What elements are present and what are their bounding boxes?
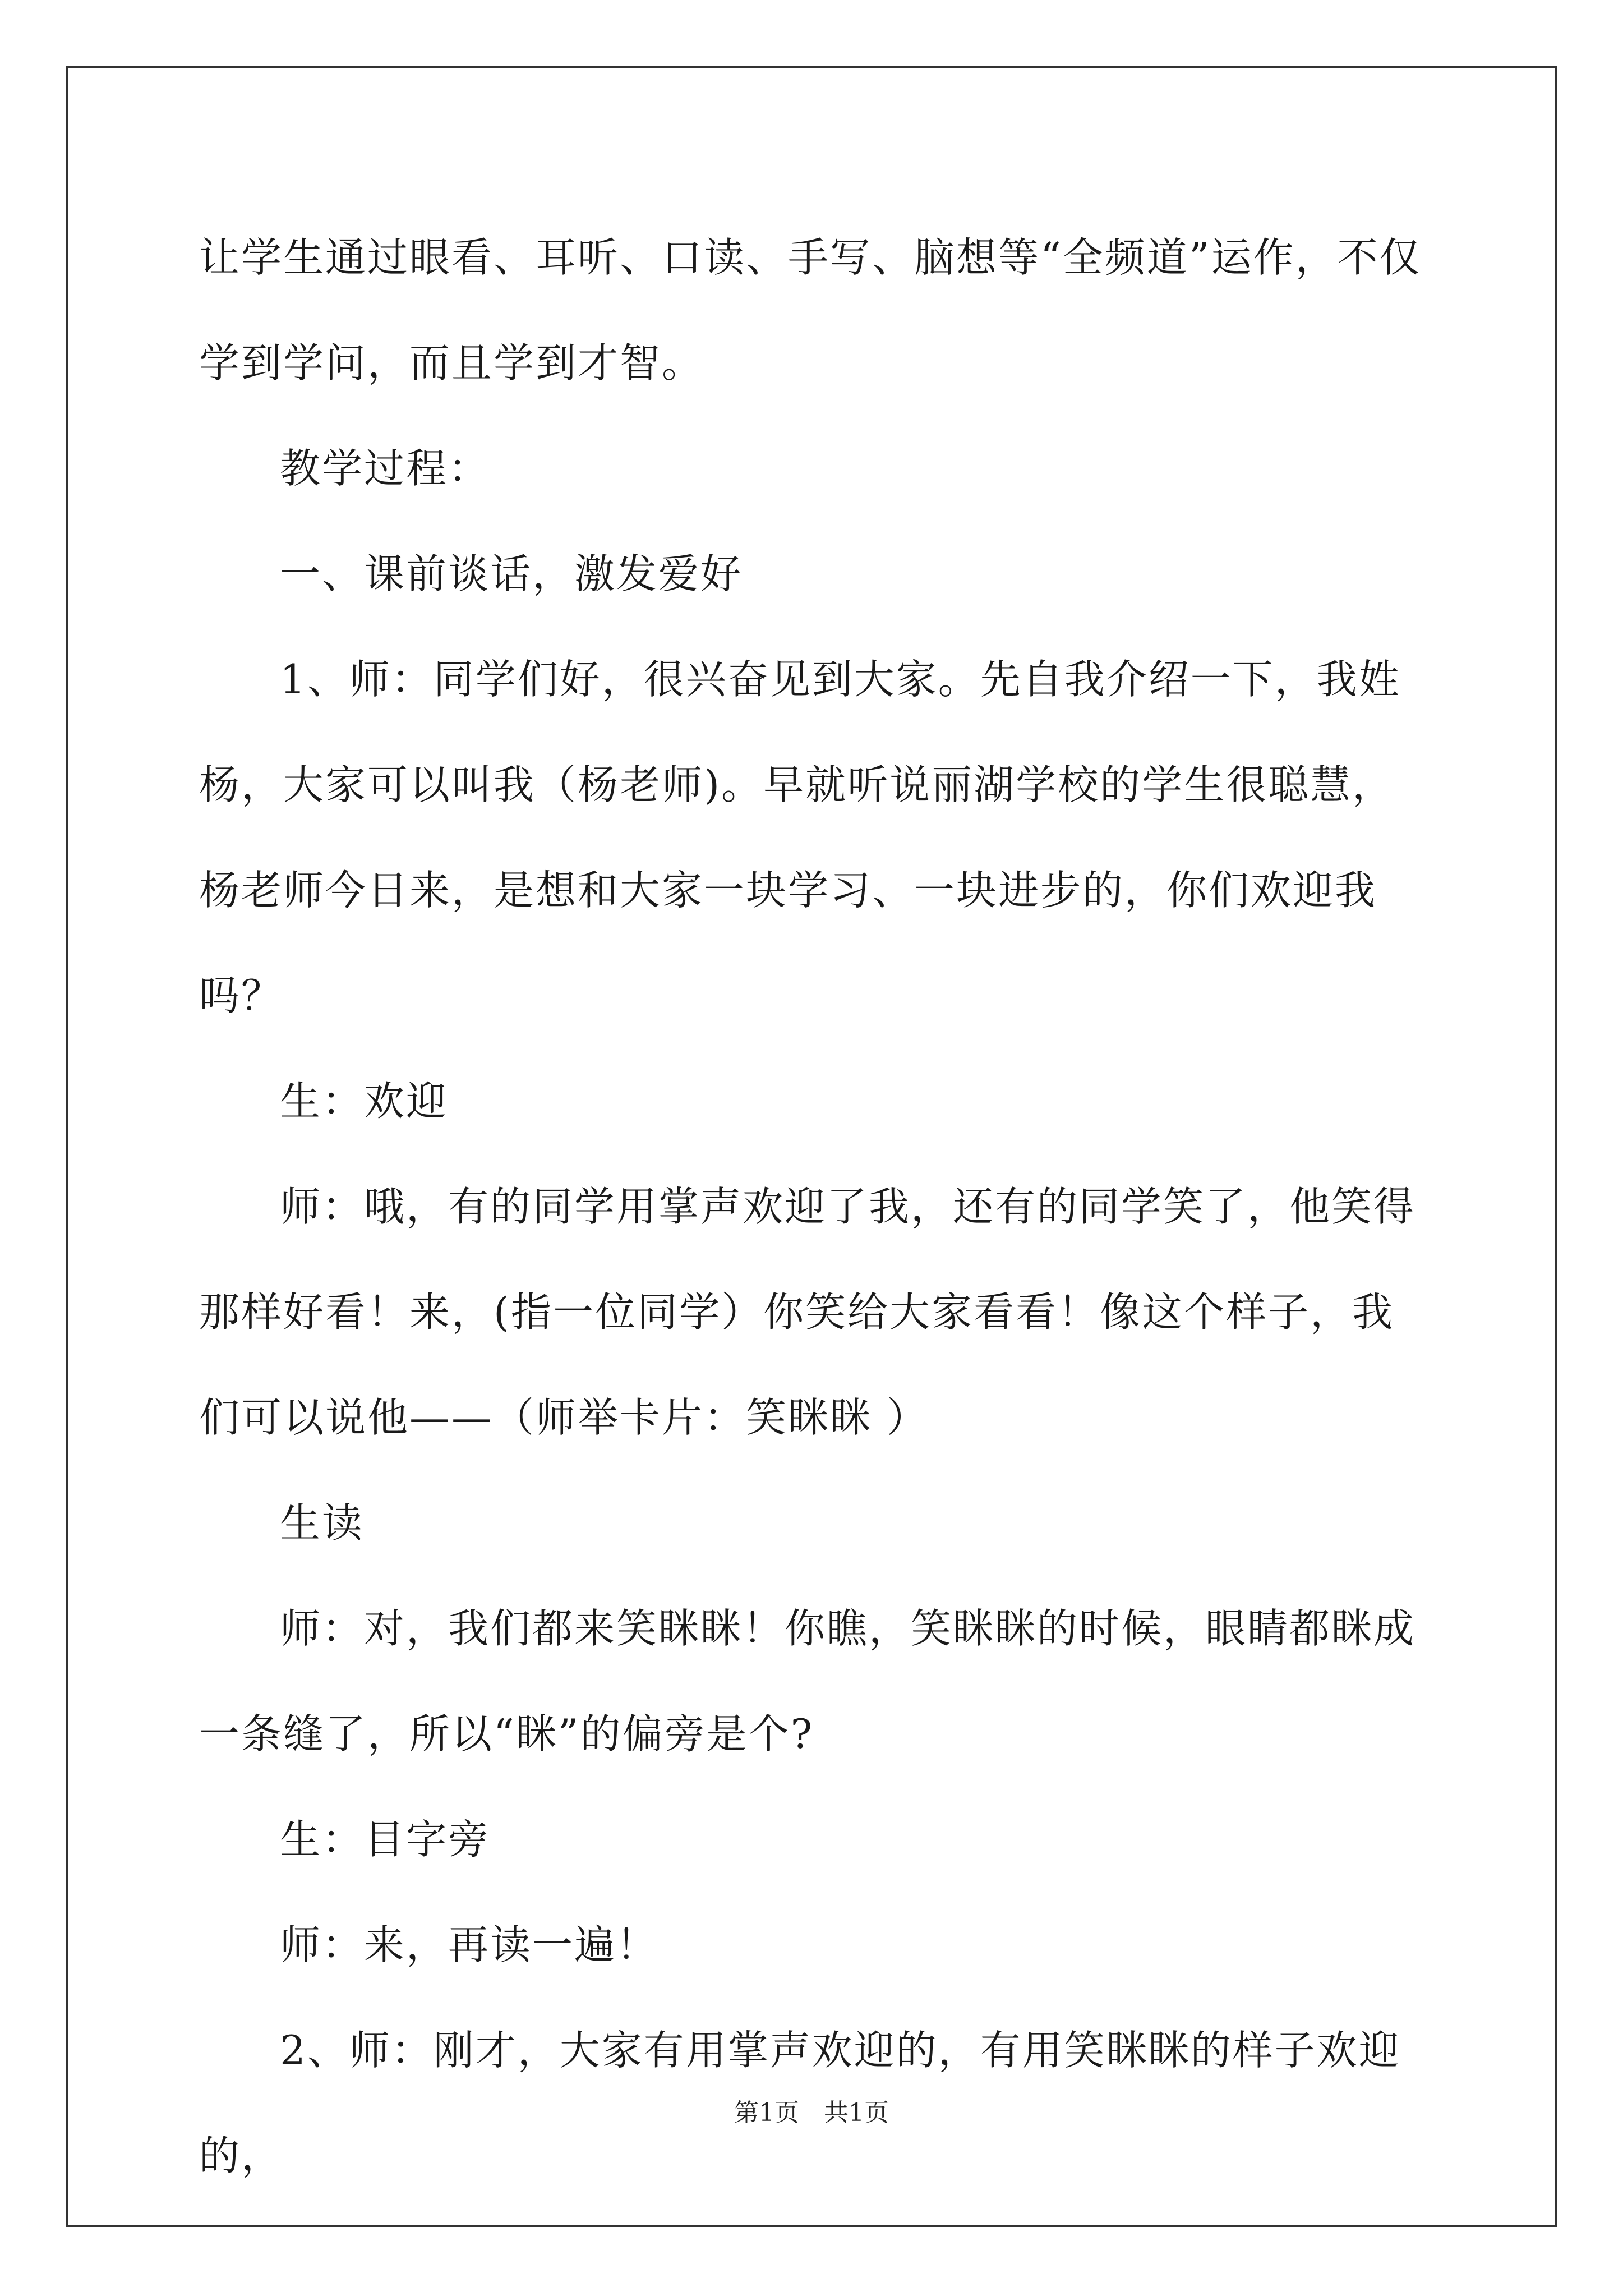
paragraph-7: 生读: [280, 1499, 365, 1547]
page-footer: 第1页 共1页: [734, 2099, 889, 2127]
paragraph-5: 生：欢迎: [280, 1078, 449, 1125]
paragraph-10: 师：来，再读一遍！: [280, 1921, 659, 1968]
paragraph-8: 师：对，我们都来笑眯眯！你瞧，笑眯眯的时候，眼睛都眯成一条缝了，所以“眯”的偏旁是个?: [199, 1605, 1416, 1757]
paragraph-6: 师：哦，有的同学用掌声欢迎了我，还有的同学笑了，他笑得那样好看！来，(指一位同学）你笑给大家看看！像这个样子，我们可以说他——（师举卡片：笑眯眯 ）: [199, 1183, 1416, 1441]
paragraph-1: 让学生通过眼看、耳听、口读、手写、脑想等“全频道”运作，不仅学到学问，而且学到才智。: [199, 234, 1422, 386]
paragraph-2: 教学过程：: [280, 445, 491, 492]
paragraph-3: 一、课前谈话，激发爱好: [280, 550, 743, 597]
paragraph-4: 1、师：同学们好，很兴奋见到大家。先自我介绍一下，我姓杨，大家可以叫我（杨老师)。早就听说丽湖学校的学生很聪慧，杨老师今日来，是想和大家一块学习、一块进步的，你们欢迎我吗？: [199, 656, 1401, 1019]
document-body: [199, 205, 1427, 2208]
paragraph-9: 生：目字旁: [280, 1816, 491, 1863]
paragraph-11: 2、师：刚才，大家有用掌声欢迎的，有用笑眯眯的样子欢迎的，: [199, 2027, 1401, 2179]
